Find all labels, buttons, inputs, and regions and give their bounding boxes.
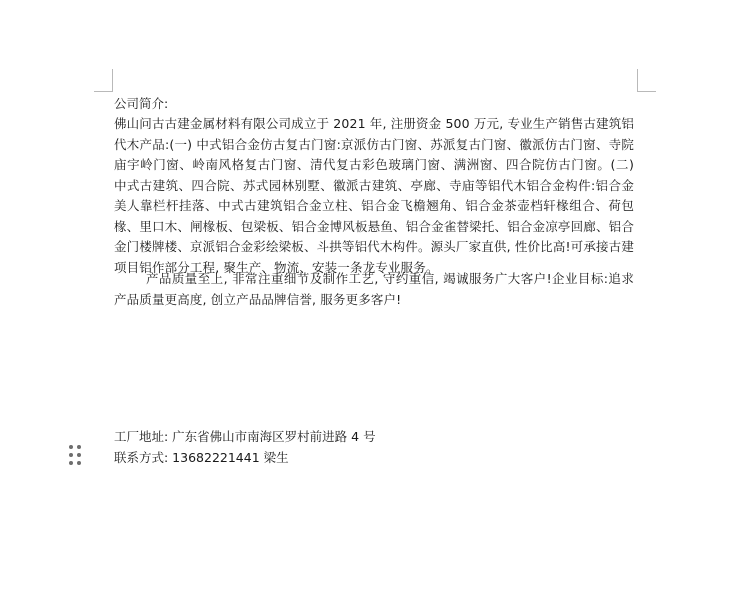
margin-corner-top-left: [94, 69, 113, 92]
drag-dot: [77, 445, 81, 449]
factory-address-line[interactable]: 工厂地址: 广东省佛山市南海区罗村前进路 4 号: [114, 429, 376, 444]
drag-handle-icon[interactable]: [69, 445, 81, 465]
margin-corner-top-right: [637, 69, 656, 92]
contact-info-line[interactable]: 联系方式: 13682221441 梁生: [114, 450, 289, 465]
drag-dot: [77, 453, 81, 457]
drag-dot: [69, 445, 73, 449]
company-intro-paragraph[interactable]: 佛山问古古建金属材料有限公司成立于 2021 年, 注册资金 500 万元, 专业生产销售古建筑铝代木产品:(一) 中式铝合金仿古复古门窗:京派仿古门窗、苏派复古门窗、徽派仿古门窗、寺院庙宇岭门窗、岭南风格复古门窗、清代复古彩色玻璃门窗、满洲窗、四合院仿古门窗。(二) 中式古建筑、四合院、苏式园林别墅、徽派古建筑、亭廊、寺庙等铝代木铝合金构件:铝合金美人靠栏杆挂落、中式古建筑铝合金立柱、铝合金飞檐翘角、铝合金茶壶档轩椽组合、荷包椽、里口木、闸椽板、包梁板、铝合金博风板悬鱼、铝合金雀替梁托、铝合金凉亭回廊、铝合金门楼牌楼、京派铝合金彩绘梁板、斗拱等铝代木构件。源头厂家直供, 性价比高!可承接古建项目铝作部分工程, 聚生产、物流、安装一条龙专业服务。: [114, 116, 634, 275]
company-intro-heading[interactable]: 公司简介:: [114, 96, 169, 111]
company-goal-paragraph[interactable]: 产品质量至上, 非常注重细节及制作工艺, 守约重信, 竭诚服务广大客户!企业目标:追求产品质量更高度, 创立产品品牌信誉, 服务更多客户!: [114, 271, 634, 307]
drag-dot: [77, 461, 81, 465]
drag-dot: [69, 461, 73, 465]
drag-dot: [69, 453, 73, 457]
